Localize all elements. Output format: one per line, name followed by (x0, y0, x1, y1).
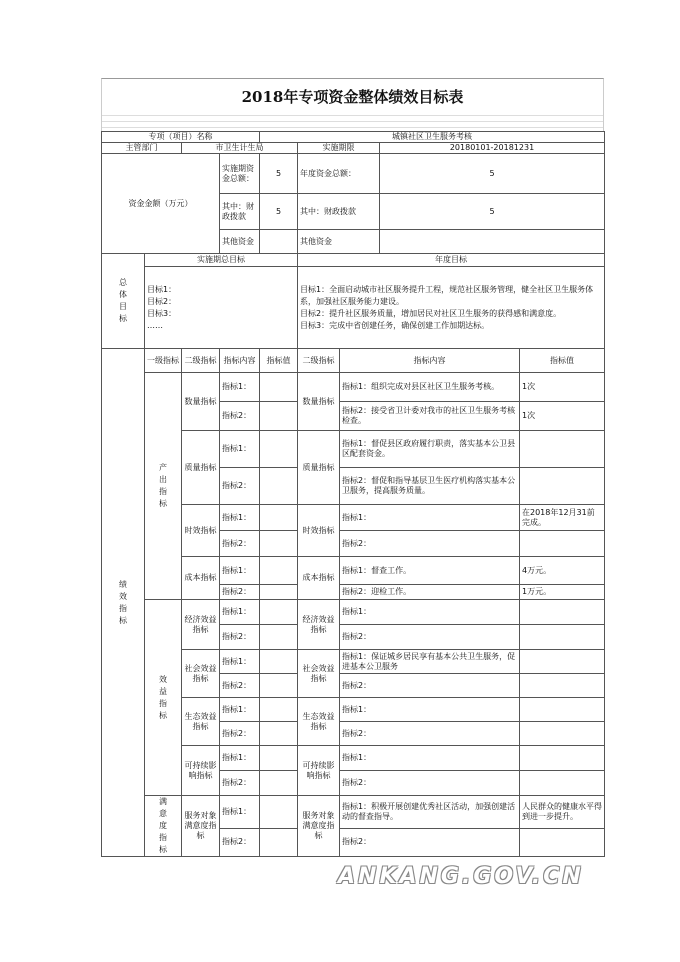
indicator-value-right (520, 771, 605, 796)
level2-indicator-name-right: 生态效益指标 (298, 698, 340, 746)
indicator-content-left: 指标1： (220, 431, 260, 468)
indicator-content-right: 指标2： (340, 722, 520, 746)
annual-other-label: 其他资金 (298, 230, 380, 254)
header-level2: 二级指标 (182, 349, 220, 373)
header-level1: 一级指标 (145, 349, 182, 373)
indicator-content-right: 指标1： (340, 746, 520, 771)
header-level2-right: 二级指标 (298, 349, 340, 373)
indicator-content-right: 指标2： (340, 828, 520, 856)
period-goals-content (145, 267, 298, 349)
indicator-content-left: 指标1： (220, 373, 260, 402)
indicator-value-right (520, 828, 605, 856)
blank-spacer-rows (101, 115, 604, 131)
indicator-content-right: 指标1： (340, 505, 520, 531)
funds-fiscal-value: 5 (260, 194, 298, 230)
sheet-title: 2018年专项资金整体绩效目标表 (101, 78, 604, 115)
indicator-content-left: 指标1： (220, 698, 260, 722)
indicator-value-right: 1次 (520, 373, 605, 402)
indicator-content-right: 指标1：督查工作。 (340, 557, 520, 585)
level2-indicator-name-right: 质量指标 (298, 431, 340, 505)
period-goals-list (147, 284, 295, 332)
indicator-content-left: 指标1： (220, 650, 260, 674)
level2-indicator-name-right: 经济效益指标 (298, 600, 340, 650)
funds-other-value (260, 230, 298, 254)
level2-indicator-name: 生态效益指标 (182, 698, 220, 746)
indicator-value-left (260, 625, 298, 650)
indicator-value-left (260, 650, 298, 674)
annual-fiscal-label: 其中：财政拨款 (298, 194, 380, 230)
indicator-value-right (520, 531, 605, 557)
level1-indicator-name: 满 意 度 指 标 (159, 797, 167, 854)
indicator-value-right (520, 746, 605, 771)
annual-goal-line: 目标2：提升社区服务质量，增加居民对社区卫生服务的获得感和满意度。 (300, 308, 562, 318)
indicator-row (102, 373, 605, 402)
header-value: 指标值 (260, 349, 298, 373)
level2-indicator-name: 服务对象满意度指标 (182, 796, 220, 857)
overall-goals-text: 总 体 目 标 (119, 278, 127, 323)
level2-indicator-name-right: 可持续影响指标 (298, 746, 340, 796)
period-goal-line: 目标3： (147, 308, 177, 318)
indicator-row (102, 796, 605, 829)
indicator-value-left (260, 828, 298, 856)
indicator-content-left: 指标2： (220, 771, 260, 796)
indicator-value-right (520, 722, 605, 746)
indicator-content-left: 指标1： (220, 600, 260, 625)
funds-label: 资金金额（万元） (102, 154, 220, 254)
level2-indicator-name: 社会效益指标 (182, 650, 220, 698)
indicator-content-right: 指标1： (340, 698, 520, 722)
header-value-right: 指标值 (520, 349, 605, 373)
level2-indicator-name: 时效指标 (182, 505, 220, 557)
indicator-value-right (520, 650, 605, 674)
project-name-value: 城镇社区卫生服务考核 (260, 132, 605, 143)
period-value: 20180101-20181231 (380, 143, 605, 154)
funds-total-label: 实施期资金总额： (220, 154, 260, 194)
level1-indicator-cell (145, 796, 182, 857)
indicator-content-left: 指标2： (220, 468, 260, 505)
indicator-value-left (260, 373, 298, 402)
target-table (101, 131, 605, 857)
project-name-label: 专项（项目）名称 (102, 132, 260, 143)
period-goal-line: 目标2： (147, 296, 177, 306)
annual-goals-list (300, 284, 602, 332)
indicator-value-left (260, 796, 298, 829)
site-watermark: ANKANG.GOV.CN (338, 864, 584, 889)
dept-value: 市卫生计生局 (182, 143, 298, 154)
period-goals-header: 实施期总目标 (145, 254, 298, 267)
indicator-content-left: 指标2： (220, 828, 260, 856)
indicator-content-right: 指标2：接受省卫计委对我市的社区卫生服务考核检查。 (340, 402, 520, 431)
indicator-value-left (260, 674, 298, 698)
header-content: 指标内容 (220, 349, 260, 373)
indicator-value-left (260, 746, 298, 771)
indicator-value-right: 1次 (520, 402, 605, 431)
annual-goals-content (298, 267, 605, 349)
indicator-content-right: 指标1：积极开展创建优秀社区活动，加强创建活动的督查指导。 (340, 796, 520, 829)
level1-indicator-name: 效 益 指 标 (159, 674, 167, 720)
period-label: 实施期限 (298, 143, 380, 154)
indicator-value-right: 人民群众的健康水平得到进一步提升。 (520, 796, 605, 829)
indicator-value-right (520, 431, 605, 468)
level2-indicator-name-right: 社会效益指标 (298, 650, 340, 698)
indicator-value-left (260, 585, 298, 600)
indicator-value-right: 1万元。 (520, 585, 605, 600)
table-body (102, 132, 605, 857)
performance-target-sheet (101, 78, 604, 857)
annual-goals-header: 年度目标 (298, 254, 605, 267)
level2-indicator-name-right: 成本指标 (298, 557, 340, 600)
indicator-value-right (520, 600, 605, 625)
indicator-value-left (260, 402, 298, 431)
indicator-value-left (260, 468, 298, 505)
indicator-value-left (260, 557, 298, 585)
annual-other-value (380, 230, 605, 254)
indicator-content-right: 指标1： (340, 600, 520, 625)
indicator-content-left: 指标2： (220, 625, 260, 650)
indicator-value-left (260, 698, 298, 722)
indicator-content-left: 指标1： (220, 746, 260, 771)
indicator-value-left (260, 771, 298, 796)
indicator-content-right: 指标1：保证城乡居民享有基本公共卫生服务，促进基本公卫服务 (340, 650, 520, 674)
indicator-value-right (520, 698, 605, 722)
level2-indicator-name: 可持续影响指标 (182, 746, 220, 796)
overall-goals-label (102, 254, 145, 349)
indicator-content-left: 指标1： (220, 557, 260, 585)
level1-indicator-cell (145, 600, 182, 796)
indicator-content-right: 指标2： (340, 674, 520, 698)
annual-total-value: 5 (380, 154, 605, 194)
funds-total-value: 5 (260, 154, 298, 194)
level2-indicator-name: 经济效益指标 (182, 600, 220, 650)
indicator-value-right (520, 625, 605, 650)
indicator-content-left: 指标2： (220, 722, 260, 746)
indicator-content-right: 指标2： (340, 531, 520, 557)
indicator-content-right: 指标1：督促县区政府履行职责，落实基本公卫县区配套资金。 (340, 431, 520, 468)
performance-indicators-text: 绩 效 指 标 (119, 579, 127, 625)
dept-label: 主管部门 (102, 143, 182, 154)
indicator-value-left (260, 505, 298, 531)
indicator-row (102, 600, 605, 625)
level2-indicator-name: 数量指标 (182, 373, 220, 431)
indicator-content-left: 指标1： (220, 796, 260, 829)
indicator-content-left: 指标2： (220, 674, 260, 698)
header-content-right: 指标内容 (340, 349, 520, 373)
annual-goal-line: 目标1：全面启动城市社区服务提升工程，规范社区服务管理，健全社区卫生服务体系，加强社区服务能力建设。 (300, 284, 594, 306)
indicator-content-right: 指标2：迎检工作。 (340, 585, 520, 600)
performance-indicators-label (102, 349, 145, 857)
indicator-value-left (260, 722, 298, 746)
level2-indicator-name-right: 时效指标 (298, 505, 340, 557)
indicator-value-right (520, 468, 605, 505)
indicator-content-right: 指标1：组织完成对县区社区卫生服务考核。 (340, 373, 520, 402)
annual-goal-line: 目标3：完成中省创建任务，确保创建工作加期达标。 (300, 320, 490, 330)
level1-indicator-name: 产 出 指 标 (159, 463, 167, 508)
indicator-content-left: 指标2： (220, 531, 260, 557)
level2-indicator-name: 成本指标 (182, 557, 220, 600)
period-goal-line: …… (147, 320, 163, 330)
indicator-content-left: 指标2： (220, 402, 260, 431)
level2-indicator-name-right: 服务对象满意度指标 (298, 796, 340, 857)
indicator-content-right: 指标2：督促和指导基层卫生医疗机构落实基本公卫服务，提高服务质量。 (340, 468, 520, 505)
annual-fiscal-value: 5 (380, 194, 605, 230)
annual-total-label: 年度资金总额： (298, 154, 380, 194)
indicator-value-right: 4万元。 (520, 557, 605, 585)
indicator-value-right: 在2018年12月31前完成。 (520, 505, 605, 531)
indicator-value-left (260, 431, 298, 468)
indicator-value-left (260, 600, 298, 625)
level2-indicator-name: 质量指标 (182, 431, 220, 505)
level2-indicator-name-right: 数量指标 (298, 373, 340, 431)
funds-fiscal-label: 其中：财政拨款 (220, 194, 260, 230)
funds-other-label: 其他资金 (220, 230, 260, 254)
indicator-content-left: 指标1： (220, 505, 260, 531)
level1-indicator-cell (145, 373, 182, 600)
indicator-content-left: 指标2： (220, 585, 260, 600)
indicator-value-right (520, 674, 605, 698)
indicator-content-right: 指标2： (340, 771, 520, 796)
indicator-value-left (260, 531, 298, 557)
period-goal-line: 目标1： (147, 284, 177, 294)
indicator-content-right: 指标2： (340, 625, 520, 650)
